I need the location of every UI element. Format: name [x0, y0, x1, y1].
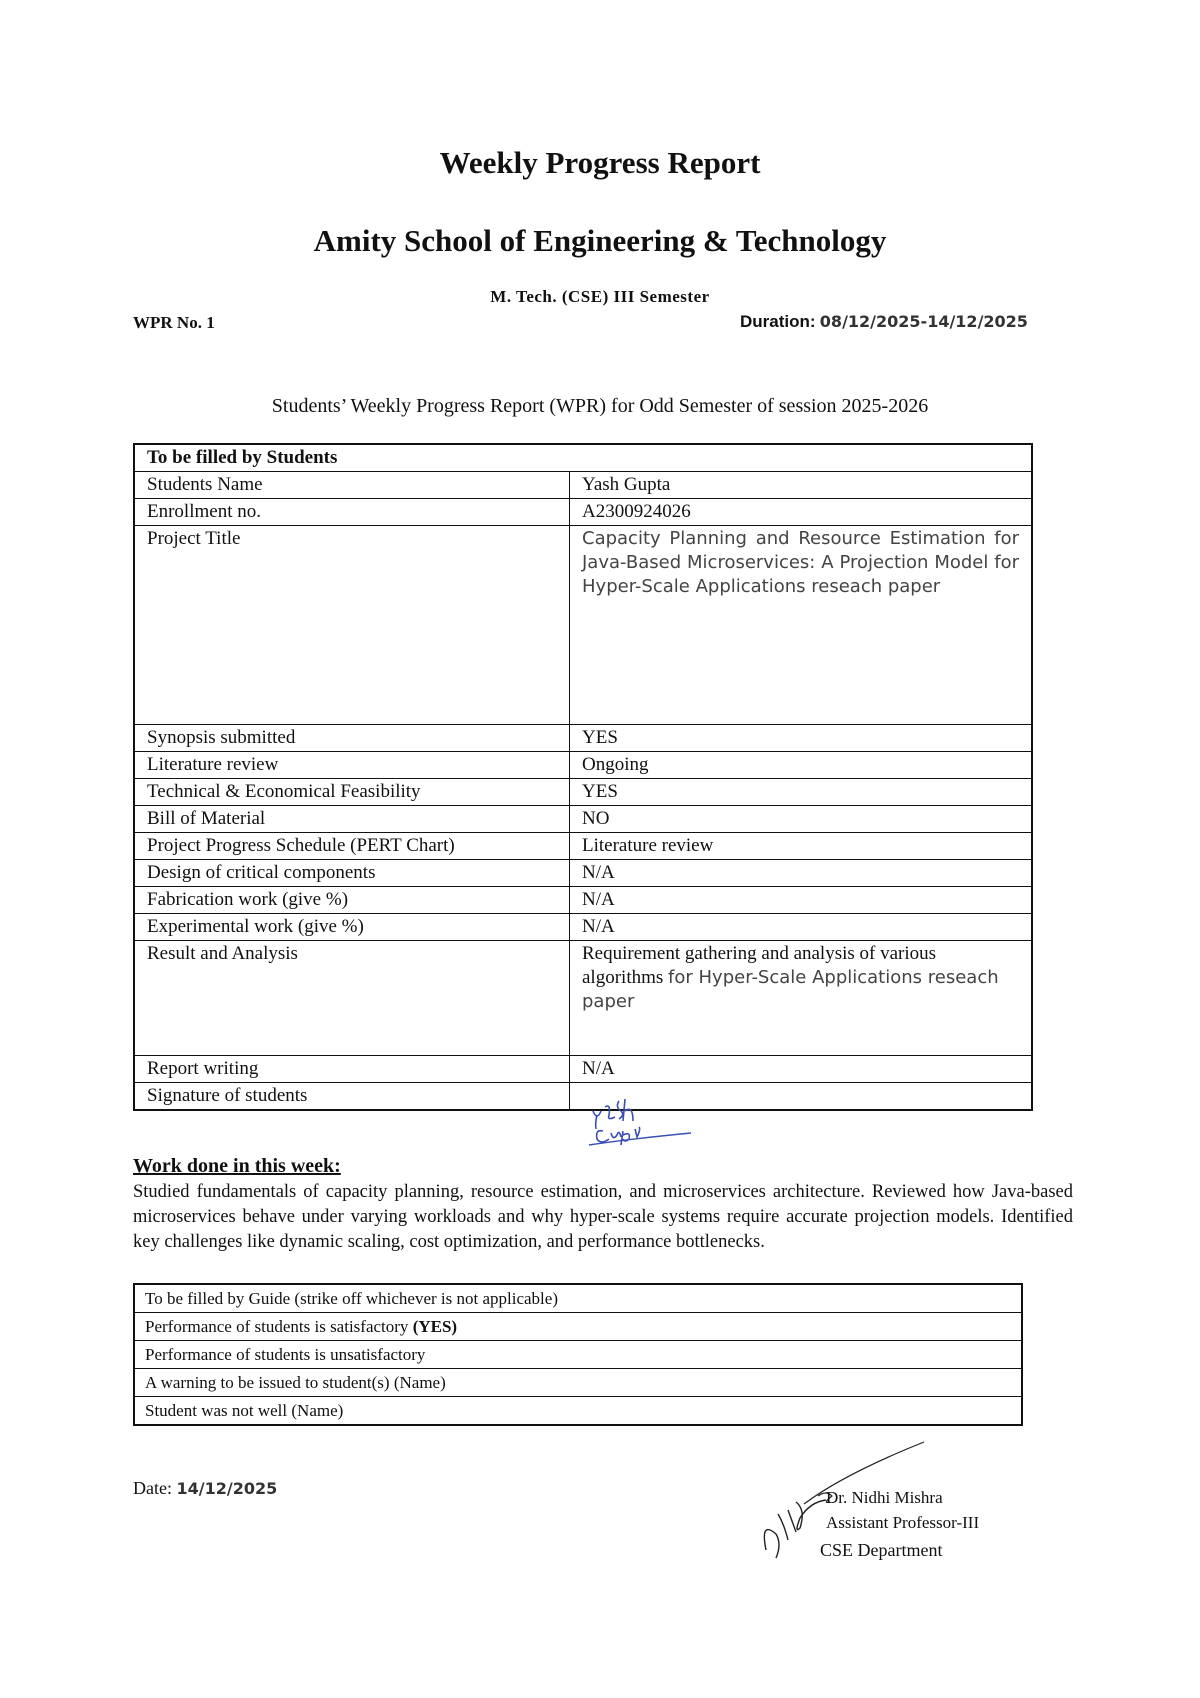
table-row	[134, 914, 1032, 941]
result-serif-text: Requirement gathering and analysis of various algorithms	[582, 943, 937, 988]
row-label: Enrollment no.	[134, 499, 570, 526]
guide-row-text: Performance of students is satisfactory	[145, 1317, 413, 1336]
guide-row	[134, 1341, 1022, 1369]
table-row	[134, 887, 1032, 914]
row-value: A2300924026	[570, 499, 1033, 526]
work-description: Studied fundamentals of capacity planning, resource estimation, and microservices architecture. Reviewed how Java-based microservices behave under varying workloads and why hyper-scale systems require accurate projection models. Identified key challenges like dynamic scaling, cost optimization, and performance bottlenecks.	[133, 1182, 1073, 1252]
table-row	[134, 725, 1032, 752]
guide-row-text: To be filled by Guide (strike off whichever is not applicable)	[145, 1289, 558, 1308]
guide-row	[134, 1284, 1022, 1313]
report-subtitle: Students’ Weekly Progress Report (WPR) for Odd Semester of session 2025-2026	[271, 395, 929, 417]
table-row	[134, 1083, 1032, 1111]
row-label: Report writing	[134, 1056, 570, 1083]
row-label: Students Name	[134, 472, 570, 499]
result-sans-text: for Hyper-Scale Applications reseach paper	[582, 967, 999, 1012]
row-value: N/A	[570, 1056, 1033, 1083]
row-label: Result and Analysis	[134, 941, 570, 1056]
row-label: Experimental work (give %)	[134, 914, 570, 941]
table-row	[134, 1397, 1022, 1426]
table-row	[134, 941, 1032, 1056]
table-row	[134, 1341, 1022, 1369]
guide-row-text: A warning to be issued to student(s) (Name)	[145, 1373, 446, 1392]
guide-row-text: Student was not well (Name)	[145, 1401, 344, 1420]
table-row	[134, 779, 1032, 806]
guide-department: CSE Department	[820, 1540, 943, 1560]
row-value: N/A	[570, 860, 1033, 887]
row-label: Bill of Material	[134, 806, 570, 833]
duration-value: 08/12/2025-14/12/2025	[819, 312, 1028, 331]
row-value: Literature review	[570, 833, 1033, 860]
table-row	[134, 444, 1032, 472]
program-name: M. Tech. (CSE) III Semester	[490, 287, 710, 306]
table-row	[134, 1056, 1032, 1083]
guide-row	[134, 1397, 1022, 1426]
table-heading: To be filled by Students	[134, 444, 1032, 472]
row-label: Signature of students	[134, 1083, 570, 1111]
institution-name: Amity School of Engineering & Technology	[313, 223, 887, 258]
row-label: Project Progress Schedule (PERT Chart)	[134, 833, 570, 860]
date-value: 14/12/2025	[176, 1479, 278, 1498]
guide-row	[134, 1313, 1022, 1341]
guide-role: Assistant Professor-III	[826, 1513, 980, 1532]
student-signature	[585, 1093, 695, 1151]
row-value: N/A	[570, 914, 1033, 941]
row-label: Project Title	[134, 526, 570, 725]
row-label: Design of critical components	[134, 860, 570, 887]
table-row	[134, 472, 1032, 499]
guide-row-bold: (YES)	[412, 1317, 458, 1336]
student-table	[133, 443, 1033, 1111]
table-row	[134, 752, 1032, 779]
table-row	[134, 526, 1032, 725]
table-row	[134, 860, 1032, 887]
table-row	[134, 499, 1032, 526]
row-label: Synopsis submitted	[134, 725, 570, 752]
duration	[740, 312, 1028, 332]
guide-row-text: Performance of students is unsatisfactory	[145, 1345, 426, 1364]
work-heading: Work done in this week:	[133, 1155, 341, 1177]
row-value: YES	[570, 779, 1033, 806]
row-label: Technical & Economical Feasibility	[134, 779, 570, 806]
table-row	[134, 1284, 1022, 1313]
result-analysis-value	[570, 941, 1033, 1056]
duration-label: Duration:	[740, 312, 816, 331]
table-row	[134, 1369, 1022, 1397]
table-row	[134, 833, 1032, 860]
row-label: Literature review	[134, 752, 570, 779]
guide-table	[133, 1283, 1023, 1426]
table-row	[134, 1313, 1022, 1341]
row-value: Yash Gupta	[570, 472, 1033, 499]
date-label: Date:	[133, 1478, 172, 1498]
row-value: NO	[570, 806, 1033, 833]
report-title: Weekly Progress Report	[439, 145, 761, 180]
row-value: N/A	[570, 887, 1033, 914]
row-label: Fabrication work (give %)	[134, 887, 570, 914]
report-date	[133, 1478, 277, 1499]
project-title-value: Capacity Planning and Resource Estimation for Java-Based Microservices: A Projection Model for Hyper-Scale Applications reseach paper	[570, 526, 1033, 725]
row-value: Ongoing	[570, 752, 1033, 779]
guide-name: Dr. Nidhi Mishra	[826, 1488, 943, 1507]
guide-row	[134, 1369, 1022, 1397]
row-value: YES	[570, 725, 1033, 752]
wpr-number: WPR No. 1	[133, 313, 215, 332]
table-row	[134, 806, 1032, 833]
